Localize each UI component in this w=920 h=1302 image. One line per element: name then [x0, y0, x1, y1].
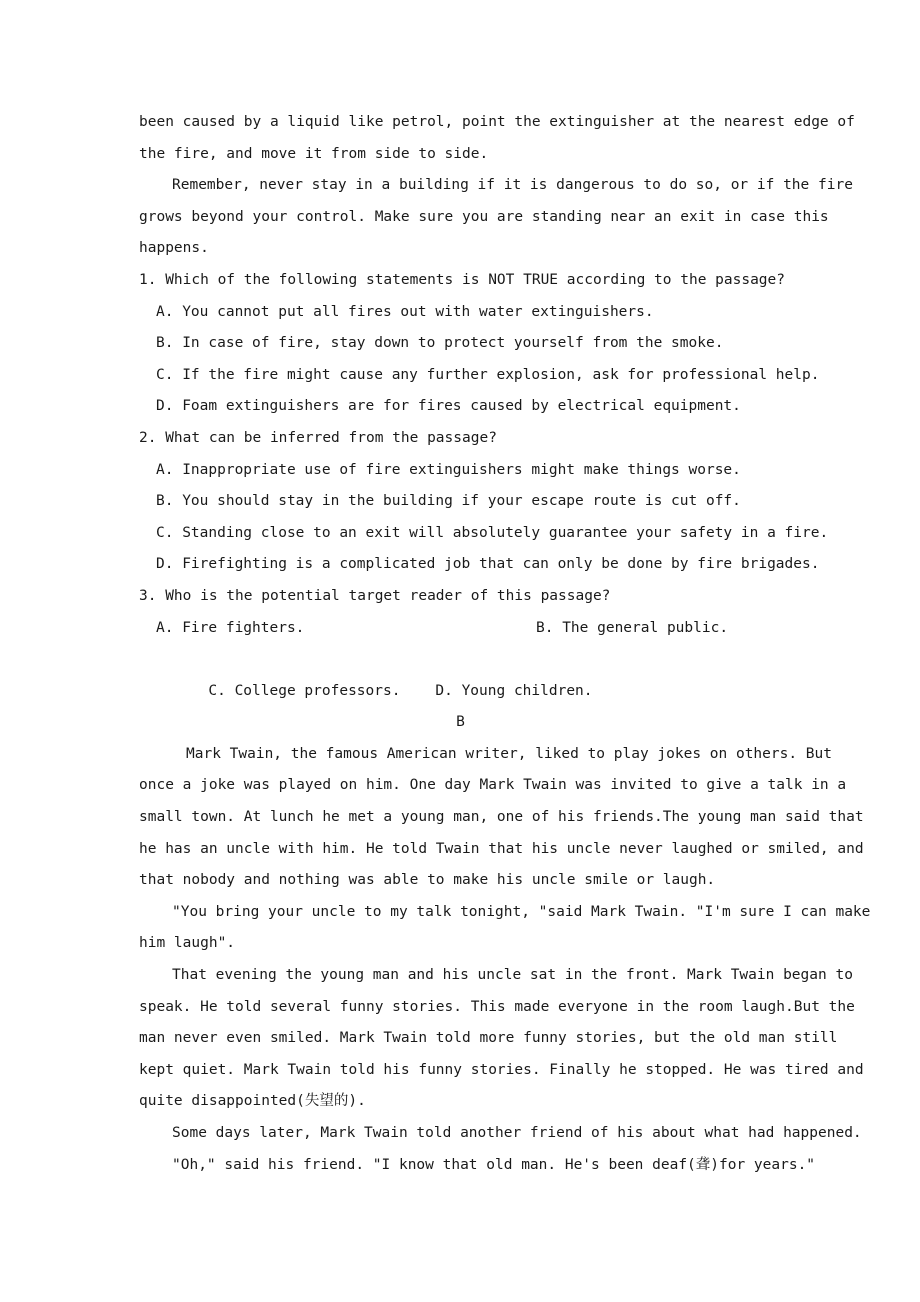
question-2: [139, 423, 829, 581]
option-b: B. In case of fire, stay down to protect yourself from the smoke.: [156, 335, 724, 352]
option-d: D. Firefighting is a complicated job that can only be done by fire brigades.: [156, 556, 820, 573]
text-line: kept quiet. Mark Twain told his funny stories. Finally he stopped. He was tired and: [139, 1061, 864, 1078]
option-c: C. Standing close to an exit will absolutely guarantee your safety in a fire.: [156, 524, 829, 541]
question-1: [139, 265, 820, 423]
text-line: "You bring your uncle to my talk tonight, "said Mark Twain. "I'm sure I can make: [172, 903, 871, 920]
text-line: been caused by a liquid like petrol, point the extinguisher at the nearest edge of: [139, 114, 855, 130]
option-a: A. Inappropriate use of fire extinguishers might make things worse.: [156, 461, 741, 478]
text-line: man never even smiled. Mark Twain told more funny stories, but the old man still: [139, 1030, 838, 1047]
option-d: D. Young children.: [435, 682, 593, 699]
question-stem: 2. What can be inferred from the passage?: [139, 429, 497, 446]
text-line: grows beyond your control. Make sure you are standing near an exit in case this: [139, 208, 829, 225]
text-line: he has an uncle with him. He told Twain that his uncle never laughed or smiled, and: [139, 840, 864, 857]
text-line: small town. At lunch he met a young man, one of his friends.The young man said that: [139, 809, 864, 826]
text-line: quite disappointed(失望的).: [139, 1093, 366, 1110]
option-c: C. College professors.: [208, 682, 401, 699]
option-d: D. Foam extinguishers are for fires caused by electrical equipment.: [156, 398, 741, 415]
option-a: A. You cannot put all fires out with water extinguishers.: [156, 303, 654, 320]
text-line: That evening the young man and his uncle sat in the front. Mark Twain began to: [172, 967, 853, 984]
option-a: A. Fire fighters.: [156, 619, 305, 636]
text-line: Remember, never stay in a building if it is dangerous to do so, or if the fire: [172, 177, 853, 194]
section-heading: B: [456, 714, 465, 731]
text-line: speak. He told several funny stories. This made everyone in the room laugh.But the: [139, 998, 855, 1015]
option-row: [139, 613, 782, 645]
text-line: Mark Twain, the famous American writer, liked to play jokes on others. But: [186, 745, 833, 762]
question-stem: 3. Who is the potential target reader of this passage?: [139, 587, 611, 604]
option-b: B. The general public.: [536, 619, 729, 636]
text-line: happens.: [139, 240, 209, 257]
text-line: the fire, and move it from side to side.: [139, 145, 489, 162]
option-row: [139, 644, 782, 699]
passage-a-tail: [139, 107, 855, 265]
text-line: "Oh," said his friend. "I know that old man. He's been deaf(聋)for years.": [172, 1156, 816, 1173]
option-c: C. If the fire might cause any further explosion, ask for professional help.: [156, 366, 820, 383]
text-line: once a joke was played on him. One day Mark Twain was invited to give a talk in a: [139, 777, 847, 794]
question-3: [139, 581, 782, 699]
text-line: Some days later, Mark Twain told another friend of his about what had happened.: [172, 1125, 862, 1141]
option-b: B. You should stay in the building if your escape route is cut off.: [156, 493, 741, 510]
text-line: him laugh".: [139, 935, 236, 952]
question-stem: 1. Which of the following statements is NOT TRUE according to the passage?: [139, 271, 786, 288]
text-line: that nobody and nothing was able to make his uncle smile or laugh.: [139, 872, 716, 889]
section-b: [139, 707, 871, 1181]
document-page: [139, 107, 871, 1181]
